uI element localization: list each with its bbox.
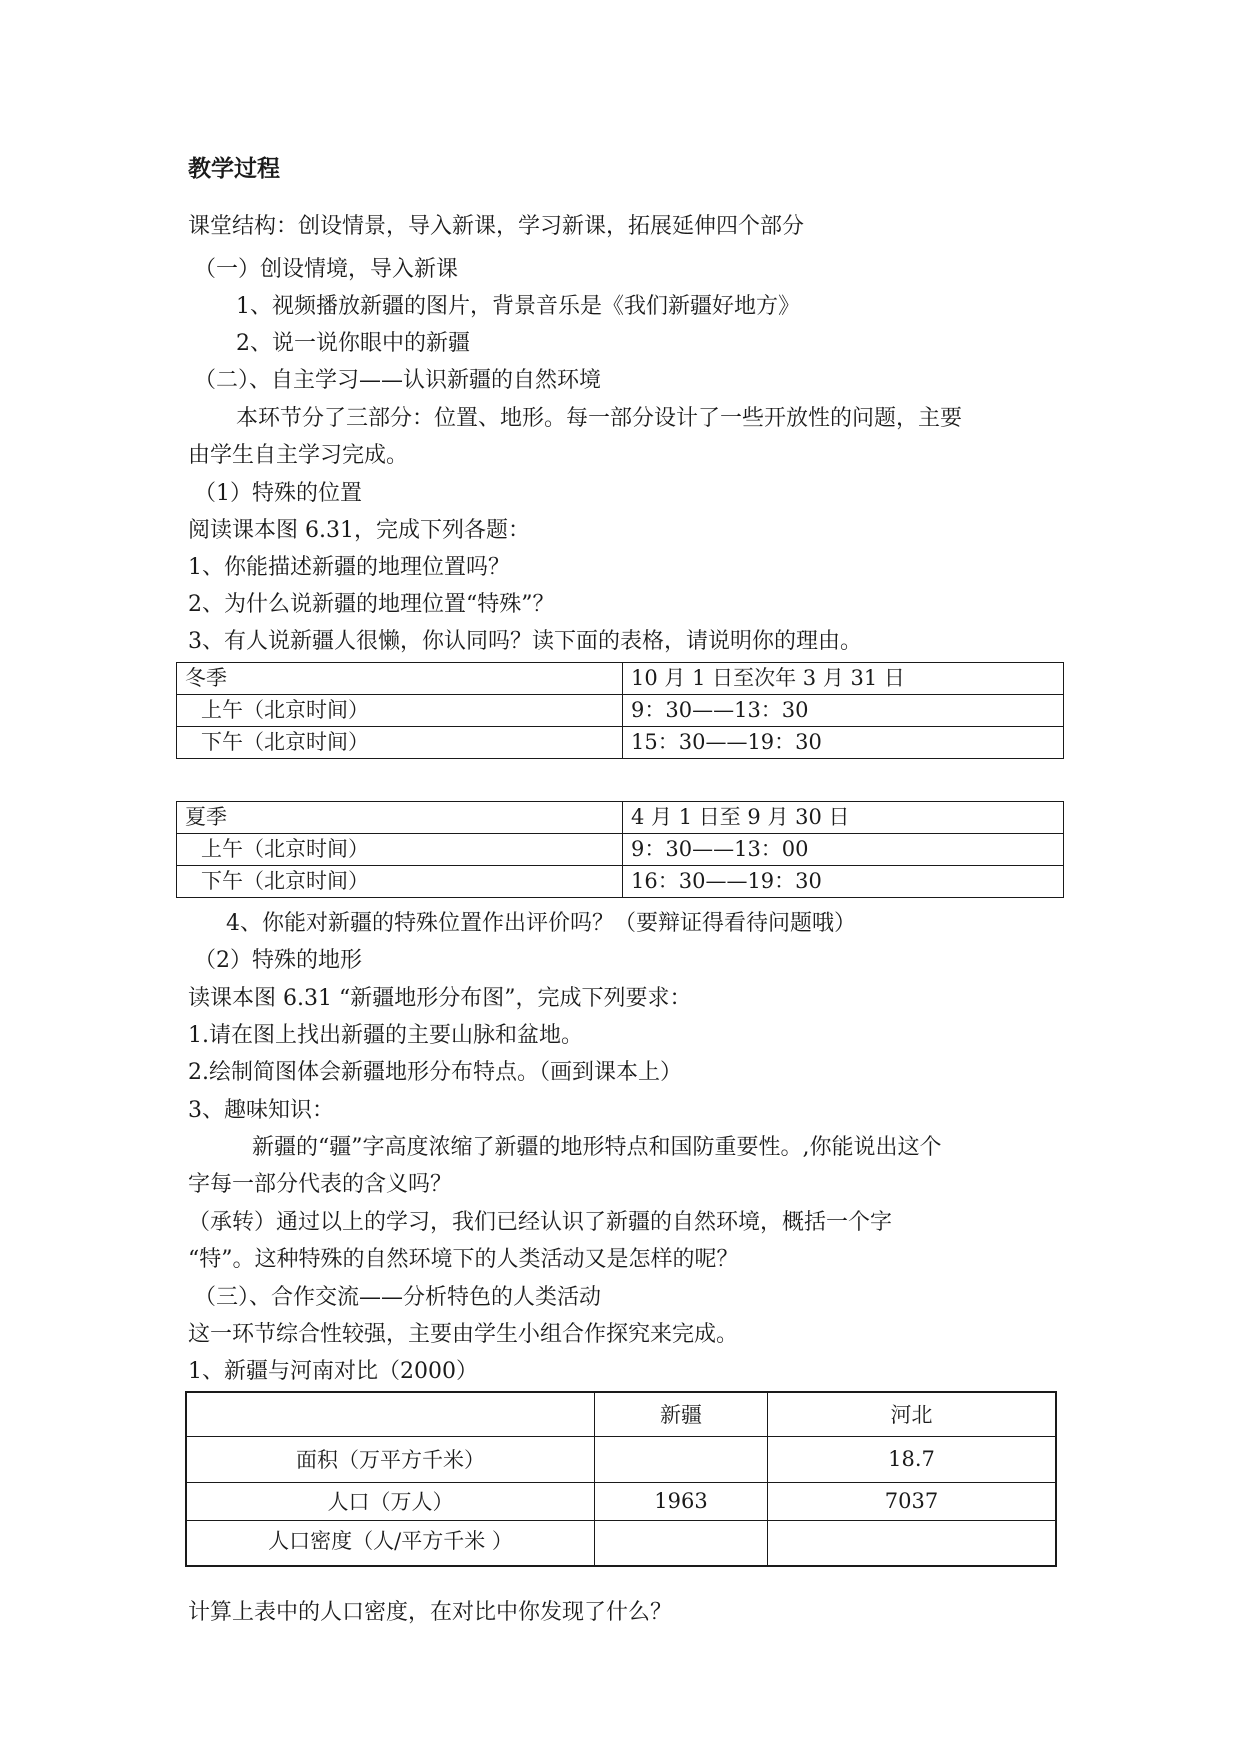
am-label-cell: 上午（北京时间） — [177, 695, 623, 727]
part2-intro-line2: 由学生自主学习完成。 — [188, 443, 409, 468]
season-cell: 冬季 — [177, 663, 623, 695]
transition-line1: （承转）通过以上的学习，我们已经认识了新疆的自然环境，概括一个字 — [188, 1210, 893, 1235]
question-3: 3、有人说新疆人很懒，你认同吗？读下面的表格，请说明你的理由。 — [188, 629, 862, 654]
table-row — [186, 1482, 1056, 1520]
row-label: 人口（万人） — [186, 1482, 595, 1520]
heading: 教学过程 — [188, 156, 280, 182]
table-header-row — [186, 1392, 1056, 1436]
header-hebei: 河北 — [768, 1392, 1057, 1436]
requirement-3: 3、趣味知识： — [188, 1098, 334, 1123]
compare-heading: 1、新疆与河南对比（2000） — [188, 1359, 478, 1384]
am-label-cell: 上午（北京时间） — [177, 834, 623, 866]
header-blank — [186, 1392, 595, 1436]
table-row — [177, 727, 1064, 759]
row-label: 人口密度（人/平方千米 ） — [186, 1520, 595, 1566]
table-row — [177, 663, 1064, 695]
table-row — [177, 695, 1064, 727]
period-cell: 10 月 1 日至次年 3 月 31 日 — [623, 663, 1064, 695]
question-1: 1、你能描述新疆的地理位置吗？ — [188, 555, 510, 580]
requirement-1: 1.请在图上找出新疆的主要山脉和盆地。 — [188, 1023, 583, 1048]
requirement-2: 2.绘制简图体会新疆地形分布特点。（画到课本上） — [188, 1060, 682, 1085]
part2-heading: （二）、自主学习——认识新疆的自然环境 — [194, 368, 602, 393]
part1-item-2: 2、说一说你眼中的新疆 — [236, 331, 470, 356]
part2-intro-line1: 本环节分了三部分：位置、地形。每一部分设计了一些开放性的问题，主要 — [236, 406, 963, 431]
winter-schedule-table — [176, 662, 1064, 759]
calc-line: 计算上表中的人口密度，在对比中你发现了什么？ — [188, 1600, 673, 1625]
table-row — [177, 802, 1064, 834]
part1-heading: （一）创设情境，导入新课 — [194, 257, 459, 282]
transition-line2: “特”。这种特殊的自然环境下的人类活动又是怎样的呢？ — [188, 1247, 739, 1272]
row-label: 面积（万平方千米） — [186, 1436, 595, 1482]
pm-time-cell: 15：30——19：30 — [623, 727, 1064, 759]
period-cell: 4 月 1 日至 9 月 30 日 — [623, 802, 1064, 834]
pm-time-cell: 16：30——19：30 — [623, 866, 1064, 898]
header-xinjiang: 新疆 — [595, 1392, 768, 1436]
question-2: 2、为什么说新疆的地理位置“特殊”？ — [188, 592, 555, 617]
summer-schedule-table — [176, 801, 1064, 898]
table-row — [186, 1436, 1056, 1482]
table-row — [177, 834, 1064, 866]
table-row — [177, 866, 1064, 898]
part3-heading: （三）、合作交流——分析特色的人类活动 — [194, 1285, 602, 1310]
hebei-value: 7037 — [768, 1482, 1057, 1520]
fun-fact-line2: 字每一部分代表的含义吗？ — [188, 1172, 453, 1197]
xinjiang-value: 1963 — [595, 1482, 768, 1520]
table-row — [186, 1520, 1056, 1566]
sub2-heading: （2）特殊的地形 — [194, 948, 362, 973]
question-4: 4、你能对新疆的特殊位置作出评价吗？（要辩证得看待问题哦） — [226, 911, 856, 936]
hebei-value: 18.7 — [768, 1436, 1057, 1482]
part1-item-1: 1、视频播放新疆的图片，背景音乐是《我们新疆好地方》 — [236, 294, 800, 319]
read2-line: 读课本图 6.31 “新疆地形分布图”，完成下列要求： — [188, 986, 692, 1011]
part3-intro: 这一环节综合性较强，主要由学生小组合作探究来完成。 — [188, 1322, 739, 1347]
am-time-cell: 9：30——13：00 — [623, 834, 1064, 866]
compare-table — [185, 1391, 1057, 1567]
read1-line: 阅读课本图 6.31，完成下列各题： — [188, 518, 530, 543]
pm-label-cell: 下午（北京时间） — [177, 866, 623, 898]
xinjiang-value — [595, 1436, 768, 1482]
structure-line: 课堂结构：创设情景，导入新课，学习新课，拓展延伸四个部分 — [188, 214, 805, 239]
xinjiang-value — [595, 1520, 768, 1566]
hebei-value — [768, 1520, 1057, 1566]
sub1-heading: （1）特殊的位置 — [194, 481, 362, 506]
season-cell: 夏季 — [177, 802, 623, 834]
am-time-cell: 9：30——13：30 — [623, 695, 1064, 727]
pm-label-cell: 下午（北京时间） — [177, 727, 623, 759]
fun-fact-line1: 新疆的“疆”字高度浓缩了新疆的地形特点和国防重要性。,你能说出这个 — [252, 1135, 942, 1160]
